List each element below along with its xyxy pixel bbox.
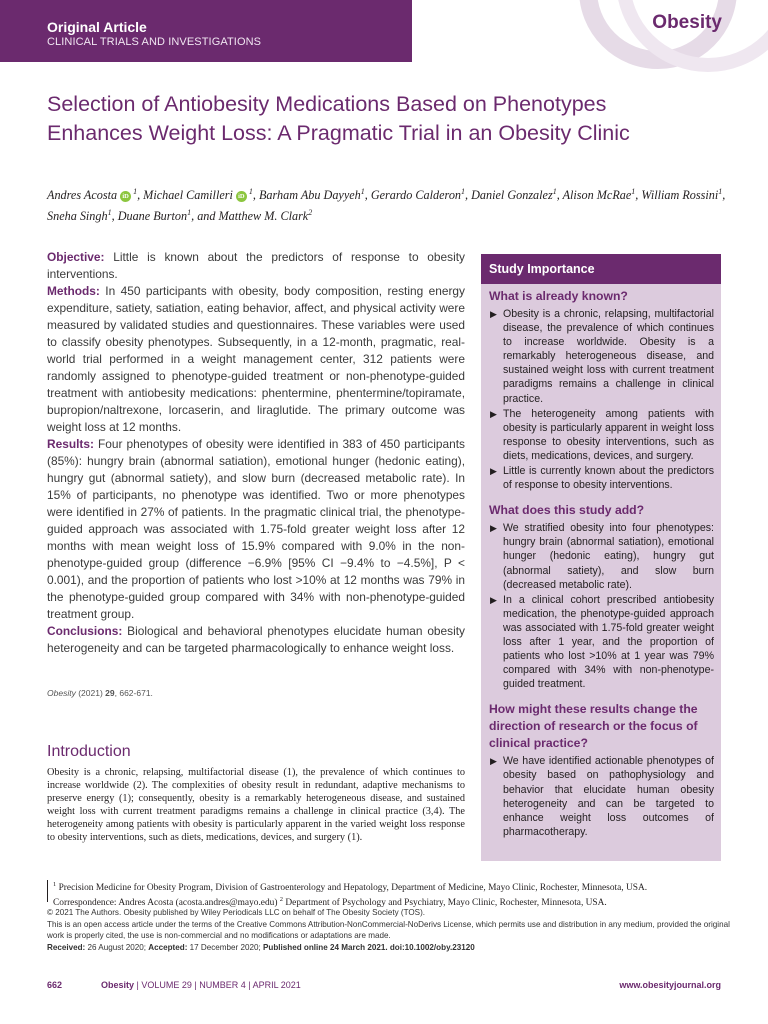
triangle-bullet-icon: ▶ [490,594,497,605]
author-affiliation-sup: 2 [308,208,313,218]
list-item [489,307,714,406]
author-separator: , [635,188,639,203]
orcid-icon[interactable]: iD [120,191,131,202]
author-name-text: Andres Acosta [47,188,118,203]
triangle-bullet-icon: ▶ [490,408,497,419]
list-item [489,593,714,692]
author-name [471,188,560,202]
footer-journal-name: Obesity [101,980,135,990]
abstract-objective [47,249,465,283]
study-importance-heading: Study Importance [481,254,721,284]
author-affiliation-sup: 1 [360,187,365,196]
abstract [47,249,465,657]
introduction-heading: Introduction [47,743,131,760]
affiliation-1: Precision Medicine for Obesity Program, Division of Gastroenterology and Hepatology, Department of Medicine, Mayo Clinic, Rochester, Minnesota, USA. [58,883,648,894]
author-affiliation-sup: 1 [631,187,636,196]
correspondence: Correspondence: Andres Acosta (acosta.andres@mayo.edu) [53,898,278,909]
triangle-bullet-icon: ▶ [490,756,497,767]
page-number: 662 [47,980,63,990]
abstract-methods [47,283,465,436]
published-line: Published online 24 March 2021. doi:10.1002/oby.23120 [263,942,475,952]
study-importance-question: What does this study add? [489,503,645,518]
received-date: 26 August 2020; [87,942,147,952]
accepted-label: Accepted: [148,942,188,952]
author-name-text: Daniel Gonzalez [471,188,553,203]
triangle-bullet-icon: ▶ [490,523,497,534]
affiliation-2: Department of Psychology and Psychiatry, Mayo Clinic, Rochester, Minnesota, USA. [285,898,607,909]
list-item [489,464,714,492]
author-affiliation-sup: 1 [248,187,253,196]
abstract-conclusions [47,623,465,657]
author-name-text: Matthew M. Clark [218,209,309,224]
list-item-text: We have identified actionable phenotypes of obesity based on pathophysiology and behavior that elucidate human obesity heterogeneity and can be targeted to enhance weight loss outcomes of pharmacotherapy. [503,755,714,838]
author-name-text: Barham Abu Dayyeh [258,188,361,203]
objective-label: Objective: [47,250,105,264]
author-name-text: Sneha Singh [47,209,108,224]
article-title: Selection of Antiobesity Medications Based on Phenotypes Enhances Weight Loss: A Pragmatic Trial in an Obesity Clinic [47,92,630,145]
license-text: This is an open access article under the terms of the Creative Commons Attribution-NonCommercial-NoDerivs License, which permits use and distribution in any medium, provided the original work is properly cited, the use is non-commercial and no modifications or adaptations are made. [47,919,730,940]
study-importance-list [489,521,714,691]
footnote-rule [47,880,48,902]
footer-journal [101,980,301,990]
author-name-text: William Rossini [641,188,719,203]
author-name-text: Michael Camilleri [143,188,233,203]
citation-volume: 29 [105,688,115,698]
affiliation-2-sup: 2 [279,896,284,904]
study-importance-content [481,284,721,839]
journal-url-link[interactable]: www.obesityjournal.org [619,980,721,990]
author-affiliation-sup: 1 [187,208,192,218]
author-affiliation-sup: 1 [718,187,723,196]
triangle-bullet-icon: ▶ [490,466,497,477]
list-item-text: In a clinical cohort prescribed antiobesity medication, the phenotype-guided approach was associated with 1.75-fold greater weight loss after 1 year, and the proportion of patients who lost >10% at 1 year was 79% compared with 34% with non-phenotype-guided treatment. [503,593,714,691]
header-band [0,0,412,62]
study-importance-question: How might these results change the direction of research or the focus of clinical practice? [489,702,698,751]
author-separator: , [111,209,115,224]
citation-journal: Obesity [47,688,76,698]
author-affiliation-sup: 1 [133,187,138,196]
author-name [563,188,639,202]
list-item-text: Obesity is a chronic, relapsing, multifactorial disease, the prevalence of which continues to increase worldwide. Obesity is a remarkably heterogeneous disease, and sustained weight loss with current treatment paradigms remains a challenge in clinical practice. [503,308,714,405]
journal-citation [47,688,153,698]
author-list [47,183,737,225]
journal-logo: Obesity [652,12,722,33]
author-name [118,209,216,223]
conclusions-label: Conclusions: [47,624,123,638]
legal-notes [47,907,737,953]
list-item-text: The heterogeneity among patients with obesity is particularly apparent in weight loss response to obesity interventions, such as diets, medications, devices, and surgery. [503,407,714,462]
author-name-text: Duane Burton [117,209,188,224]
author-name-text: Alison McRae [562,188,632,203]
triangle-bullet-icon: ▶ [490,309,497,319]
author-separator: , [465,188,469,203]
author-name [641,188,725,202]
affiliations [53,879,733,910]
article-section: CLINICAL TRIALS AND INVESTIGATIONS [47,36,262,48]
footer-issue: | VOLUME 29 | NUMBER 4 | APRIL 2021 [136,980,301,990]
author-name [371,188,468,202]
list-item-text: Little is currently known about the predictors of response to obesity interventions. [503,465,714,492]
abstract-results [47,436,465,623]
study-importance-question: What is already known? [489,289,628,303]
orcid-icon[interactable]: iD [236,191,247,202]
citation-pages: , 662-671. [114,688,153,698]
affiliation-1-sup: 1 [53,881,57,888]
author-name [259,188,368,202]
author-name [143,188,256,202]
objective-text: Little is known about the predictors of response to obesity interventions. [47,250,465,281]
author-separator: , [364,188,368,203]
conclusions-text: Biological and behavioral phenotypes elucidate human obesity heterogeneity and can be targeted pharmacologically to enhance weight loss. [47,624,465,655]
dates-line [47,942,737,954]
page-footer [47,980,721,994]
author-affiliation-sup: 1 [107,208,112,218]
author-separator: , [722,188,726,203]
citation-year: (2021) [78,688,103,698]
introduction-body: Obesity is a chronic, relapsing, multifactorial disease (1), the prevalence of which continues to increase worldwide (2). The complexities of obesity result in redundant, adaptive mechanisms to preserve energy (1); consequently, obesity is a remarkably heterogeneous disease, and sustained weight loss with current treatment paradigms remains a challenge in clinical practice (3,4). The heterogeneity among patients with obesity is particularly apparent in the varied weight loss response to obesity interventions, such as diets, medications, devices, and surgery (1). [47,767,465,843]
author-name-text: Gerardo Calderon [370,188,462,203]
article-type: Original Article [47,19,147,35]
received-label: Received: [47,942,86,952]
results-label: Results: [47,437,94,451]
author-affiliation-sup: 1 [461,187,466,196]
methods-label: Methods: [47,284,100,298]
author-separator: , [252,188,256,203]
results-text: Four phenotypes of obesity were identified in 383 of 450 participants (85%): hungry brain (abnormal satiation), emotional hunger (hedonic eating), hungry gut (abnormal satiety), and slow burn (decreased metabolic rate). In 15% of participants, no phenotype was identified. Two or more phenotypes were identified in 27% of patients. In the pragmatic clinical trial, the phenotype-guided approach was associated with 1.75-fold greater weight loss after 12 months with mean weight loss of 15.9% compared with 9.0% in the non-phenotype-guided group (difference −6.9% [95% CI −9.4% to −4.5%], P < 0.001), and the proportion of patients who lost >10% at 12 months was 79% in the phenotype-guided group compared with 34% with non-phenotype-guided treatment group. [47,437,465,621]
study-importance-box [481,254,721,861]
author-separator: , [137,188,141,203]
author-name [219,209,313,223]
author-affiliation-sup: 1 [552,187,557,196]
accepted-date: 17 December 2020; [189,942,261,952]
list-item [489,407,714,463]
list-item [489,521,714,591]
author-name [47,209,115,223]
methods-text: In 450 participants with obesity, body composition, resting energy expenditure, satiety, satiation, eating behavior, affect, and physical activity were measured by validated studies and questionnaires. These variables were used to classify obesity phenotypes. Subsequently, in a 12-month, pragmatic, real-world trial performed in a weight management center, 312 patients were randomly assigned to phenotype-guided treatment or non-phenotype-guided treatment with antiobesity medications: phentermine, phentermine/topiramate, bupropion/naltrexone, lorcaserin, and liraglutide. The primary outcome was weight loss at 12 months. [47,284,465,434]
list-item [489,754,714,839]
author-name [47,188,140,202]
author-separator: , [556,188,560,203]
author-separator: , and [191,209,216,224]
study-importance-list [489,754,714,839]
copyright-line: © 2021 The Authors. Obesity published by Wiley Periodicals LLC on behalf of The Obesity Society (TOS). [47,908,426,917]
list-item-text: We stratified obesity into four phenotypes: hungry brain (abnormal satiation), emotional hunger (hedonic eating), hungry gut (abnormal satiety), and slow burn (decreased metabolic rate). [503,522,714,591]
study-importance-list [489,307,714,492]
